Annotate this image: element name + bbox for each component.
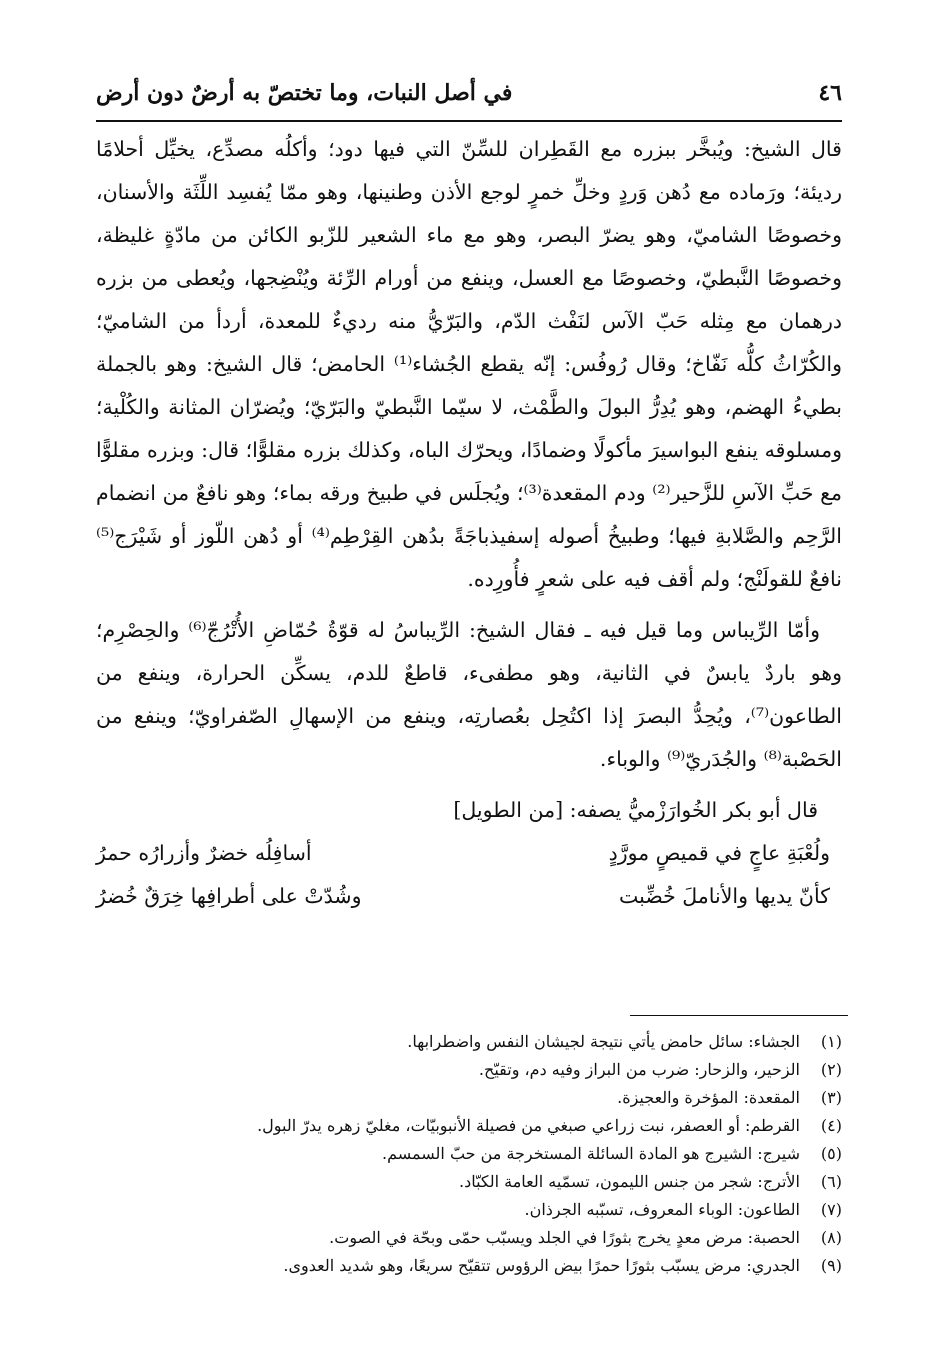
text-line: نافعٌ للقولَنْج؛ ولم أقف فيه على شعرٍ فأُورِده. (467, 567, 842, 591)
text-line: الكائن من مادّةٍ غليظة، وخصوصًا النَّبطيّ، وخصوصًا مع العسل، وينفع من أورام (96, 223, 842, 290)
footnote (96, 1056, 842, 1084)
footnote-text: المقعدة: المؤخرة والعجيزة. (617, 1088, 800, 1107)
poem-intro: قال أبو بكر الخُوارَزْميُّ يصفه: [من الطويل] (453, 798, 818, 822)
verse-2-first-hemistich: كأنّ يديها والأناملَ خُضِّبت (619, 884, 830, 908)
footnote (96, 1084, 842, 1112)
text-line: والصَّلابةِ فيها؛ وطبيخُ أصوله إسفيذباجَةً بدُهن القِرْطِم⁽⁴⁾ أو دُهن اللّوز أو شَيْرَج⁽⁵⁾ (96, 524, 784, 548)
footnote-text: الأترج: شجر من جنس الليمون، تسمّيه العامة الكبّاد. (459, 1172, 800, 1191)
text-line: الرِّئة ويُنْضِجها، ويُعطى من بزره درهمان مع مِثله حَبّ الآس لنَفْث الدّم، والبَرّيُّ منه (96, 266, 842, 333)
footnote-text: القرطم: أو العصفر، نبت زراعي صبغي من فصيلة الأنبوبيّات، مغليّ زهره يدرّ البول. (257, 1116, 800, 1135)
running-header (96, 70, 842, 116)
text-line: أحلامًا رديئة؛ ورَماده مع دُهن وَردٍ وخلِّ خمرٍ لوجع الأذن وطنينها، وهو ممّا يُفسِد (96, 137, 842, 204)
header-rule (96, 120, 842, 122)
text-line: والطَّمْث، لا سيّما النَّبطيّ والبَرّيّ؛ ويُضرّان المثانة والكُلْية؛ ومسلوقه ينفع البواسيرَ (96, 395, 842, 462)
footnote (96, 1196, 842, 1224)
verse-2 (96, 875, 842, 918)
text-line: اللِّثَة والأسنان، وخصوصًا الشاميّ، وهو يضرّ البصر، وهو مع ماء الشعير للزّبو (96, 180, 842, 247)
footnote-number: (١) (820, 1032, 842, 1051)
footnote (96, 1112, 842, 1140)
text-line: رديءٌ للمعدة، أردأ من الشاميّ؛ والكُرّاثُ كلُّه نَفّاخ؛ وقال رُوفُس: إنّه يقطع (96, 309, 842, 376)
text-line: للزَّحير⁽²⁾ ودم المقعدة⁽³⁾؛ ويُجلَس في طبيخ ورقه بماء؛ وهو نافعٌ من انضمام الرَّحِم (96, 481, 842, 548)
footnote (96, 1168, 842, 1196)
verse-1 (96, 832, 842, 875)
text-line: الصّفراويّ؛ وينفع من الحَصْبة⁽⁸⁾ والجُدَريّ⁽⁹⁾ والوباء. (96, 704, 842, 771)
footnote-text: الجشاء: سائل حامض يأتي نتيجة لجيشان النفس واضطرابها. (407, 1032, 800, 1051)
footnote-number: (٦) (820, 1172, 842, 1191)
footnote-number: (٤) (820, 1116, 842, 1135)
footnote-number: (٩) (820, 1256, 842, 1275)
page-number: ٤٦ (818, 80, 842, 106)
text-line: مأكولًا وضمادًا، ويحرّك الباه، وكذلك بزره مقلوًّا؛ قال: وبزره مقلوًّا مع حَبِّ الآسِ (96, 438, 842, 505)
footnote (96, 1140, 842, 1168)
footnote (96, 1028, 842, 1056)
footnote-number: (٣) (820, 1088, 842, 1107)
text-line: الجُشاء⁽¹⁾ الحامض؛ قال الشيخ: وهو بالجملة بطيءُ الهضم، وهو يُدِرُّ البولَ (96, 352, 842, 419)
paragraph-1 (96, 128, 842, 601)
footnote-text: الجدري: مرض يسبّب بثورًا حمرًا بيض الرؤوس تتقيّح سريعًا، وهو شديد العدوى. (283, 1256, 800, 1275)
text-line: قال الشيخ: ويُبخَّر ببزره مع القَطِران للسِّنّ التي فيها دود؛ وأكلُه مصدِّع، يخيِّل (154, 137, 842, 161)
footnote (96, 1224, 842, 1252)
text-line: وينفع من الطاعون⁽⁷⁾، ويُحِدُّ البصرَ إذا اكتُحِل بعُصارتِه، وينفع من الإسهالِ (96, 661, 842, 728)
footnote-text: الزحير، والزحار: ضرب من البراز وفيه دم، وتقيّح. (478, 1060, 800, 1079)
footnote-number: (٧) (820, 1200, 842, 1219)
footnote-number: (٨) (820, 1228, 842, 1247)
text-line: وأمّا الرِّيباس وما قيل فيه ـ فقال الشيخ: الرِّيباسُ له قوّةُ حُمّاضِ الأُتْرُجّ⁽⁶⁾ (188, 618, 820, 642)
footnote-text: الحصبة: مرض معدٍ يخرج بثورًا في الجلد ويسبّب حمّى وبحّة في الصوت. (329, 1228, 800, 1247)
footnote (96, 1252, 842, 1280)
footnote-number: (٢) (820, 1060, 842, 1079)
verse-1-first-hemistich: ولُعْبَةِ عاجٍ في قميصٍ مورَّدٍ (608, 841, 830, 865)
footnotes (96, 1028, 842, 1280)
footnote-text: الطاعون: الوباء المعروف، تسبّبه الجرذان. (524, 1200, 800, 1219)
footnote-rule (630, 1015, 848, 1016)
main-text (96, 128, 842, 918)
paragraph-2 (96, 609, 842, 781)
verse-2-second-hemistich: وشُدّتْ على أطرافِها خِرَقٌ خُضرُ (96, 884, 362, 908)
verse-1-second-hemistich: أسافِلُه خضرٌ وأزرارُه حمرُ (96, 841, 312, 865)
footnote-text: شيرج: الشيرج هو المادة السائلة المستخرجة من حبّ السمسم. (382, 1144, 800, 1163)
footnote-number: (٥) (820, 1144, 842, 1163)
running-title: في أصل النبات، وما تختصّ به أرضٌ دون أرض (96, 80, 513, 106)
text-line: والحِصْرِم؛ وهو باردٌ يابسٌ في الثانية، وهو مطفىء، قاطعٌ للدم، يسكِّن الحرارة، (96, 618, 842, 685)
